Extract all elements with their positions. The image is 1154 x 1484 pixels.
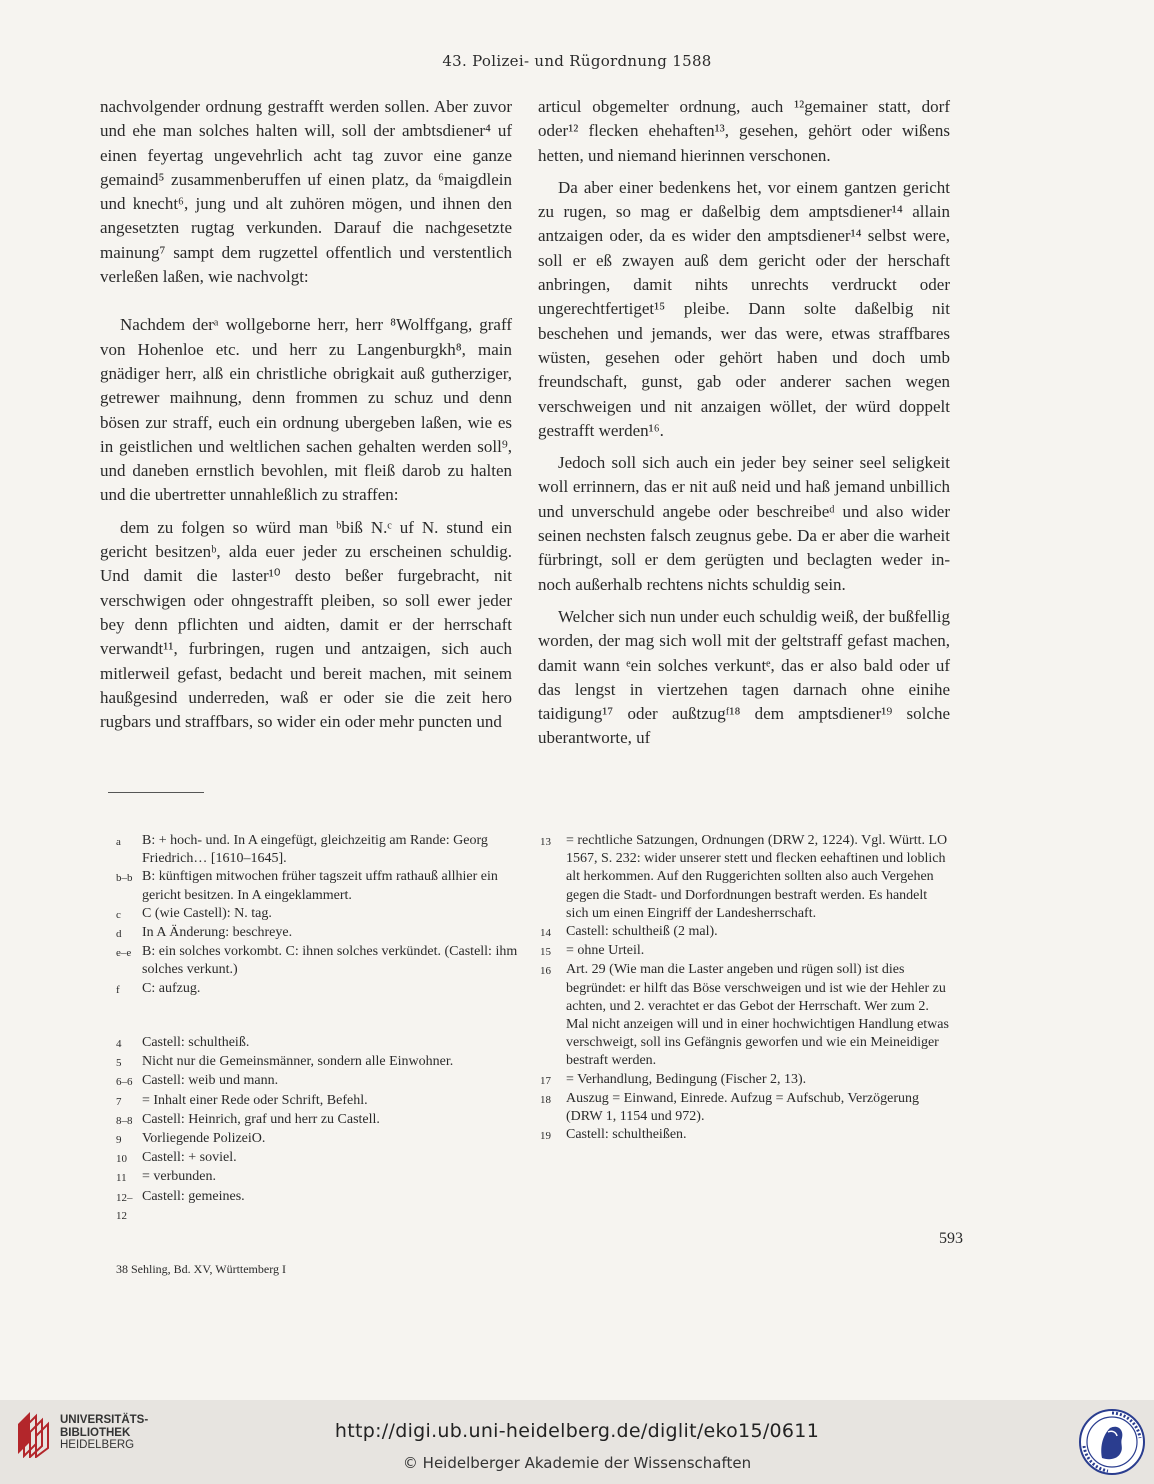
footnote-mark: c bbox=[116, 908, 121, 921]
footnote-text: Castell: + soviel. bbox=[142, 1150, 237, 1166]
footnote bbox=[116, 868, 528, 904]
footnote-mark: f bbox=[116, 983, 120, 996]
footnote-text: In A Änderung: beschreye. bbox=[142, 925, 293, 941]
footnote-mark: 10 bbox=[116, 1153, 127, 1166]
footnote-text: Castell: Heinrich, graf und herr zu Castell. bbox=[142, 1111, 380, 1127]
footnote-text: = verbunden. bbox=[142, 1169, 216, 1185]
footnote bbox=[116, 1149, 528, 1168]
running-header: 43. Polizei- und Rügordnung 1588 bbox=[442, 52, 712, 70]
paragraph: Jedoch soll sich auch ein jeder bey seiner seel seligkeit woll errinnern, das er nit auß neid und haß jemand unbillich und unverschuld angebe oder beschreibeᵈ und also wider seinen nechsten falsch zeugnus gebe. Da er aber die warheit fürbringt, soll er dem gerügten und beclagten weder in- noch außerhalb rechtens nichts schuldig sein. bbox=[538, 453, 950, 594]
footnote-mark: 16 bbox=[540, 965, 551, 978]
university-seal-icon bbox=[1078, 1408, 1146, 1476]
footnotes-numbers-right bbox=[540, 832, 952, 1145]
footnote-text: Nicht nur die Gemeinsmänner, sondern alle Einwohner. bbox=[142, 1054, 454, 1070]
footnote bbox=[116, 832, 528, 868]
footnote bbox=[116, 924, 528, 943]
footnote bbox=[116, 943, 528, 979]
footnote-mark: 17 bbox=[540, 1074, 551, 1087]
footnote bbox=[116, 1072, 528, 1091]
footnote-divider bbox=[108, 792, 204, 793]
footnotes-numbers-left bbox=[116, 1034, 528, 1225]
footnote-mark: 11 bbox=[116, 1172, 127, 1185]
left-column bbox=[100, 95, 512, 734]
footnote-mark: a bbox=[116, 836, 121, 848]
footnote-mark: 12–12 bbox=[116, 1191, 133, 1222]
footnote-text: Castell: weib und mann. bbox=[142, 1073, 279, 1089]
footnote-mark: 4 bbox=[116, 1038, 122, 1050]
footnote bbox=[116, 1034, 528, 1053]
footnote-mark: b–b bbox=[116, 872, 133, 885]
paragraph: Welcher sich nun under euch schuldig weiß, der bußfellig worden, der mag sich woll mit der geltstraff gefast machen, damit wann ᵉein solches verkuntᵉ, das er also bald oder uf das lengst in viertzehen tagen darnach ohne einihe taidigung¹⁷ oder außtzugᶠ¹⁸ dem amptsdiener¹⁹ solche uberantworte, uf bbox=[538, 606, 950, 748]
footnote bbox=[540, 1126, 952, 1145]
footnote-text: Castell: schultheiß. bbox=[142, 1035, 250, 1050]
footnote-text: C: aufzug. bbox=[142, 980, 201, 996]
footnote bbox=[540, 832, 952, 923]
paragraph: nachvolgender ordnung gestrafft werden sollen. Aber zuvor und ehe man solches halten will, soll der ambtsdiener⁴ uf einen feyertag ungevehrlich acht tag zuvor eine ganze gemaind⁵ zusammenberuffen uf einen platz, da ⁶maigdlein und knecht⁶, jung und alt zuhören mögen, und ihnen den angesetzten rugtag verkunden. Darauf die nachgesetzte mainung⁷ sampt dem rugzettel offentlich und verstentlich verleßen laßen, wie nachvolgt: bbox=[100, 97, 512, 287]
paragraph: articul obgemelter ordnung, auch ¹²gemainer statt, dorf oder¹² flecken ehehaften¹³, gesehen, gehört oder wißens hetten, und niemand hierinnen verschonen. bbox=[538, 97, 950, 165]
footnote bbox=[116, 1053, 528, 1072]
footnote-mark: 7 bbox=[116, 1095, 122, 1108]
footnote-mark: d bbox=[116, 928, 122, 941]
footnote bbox=[116, 1130, 528, 1149]
right-column bbox=[538, 95, 950, 751]
footnote-text: B: künftigen mitwochen früher tagszeit uffm rathauß allhier ein gericht besitzen. In A eingeklammert. bbox=[142, 869, 498, 903]
footnote bbox=[540, 1090, 952, 1126]
footnote-text: Auszug = Einwand, Einrede. Aufzug = Aufschub, Verzögerung (DRW 1, 1154 und 972). bbox=[566, 1090, 920, 1125]
footnote bbox=[540, 942, 952, 961]
footnote-text: C (wie Castell): N. tag. bbox=[142, 905, 272, 921]
footnote bbox=[116, 1168, 528, 1187]
footnote-mark: 13 bbox=[540, 836, 551, 848]
footnote-mark: 19 bbox=[540, 1130, 551, 1143]
footnote bbox=[116, 1188, 528, 1225]
logo-line: BIBLIOTHEK bbox=[60, 1426, 131, 1439]
footnote-mark: 18 bbox=[540, 1093, 551, 1106]
footnote-text: = Inhalt einer Rede oder Schrift, Befehl. bbox=[142, 1092, 368, 1108]
footnote-mark: 5 bbox=[116, 1057, 122, 1070]
footnote bbox=[116, 980, 528, 999]
footnote-text: B: ein solches vorkombt. C: ihnen solches verkündet. (Castell: ihm solches verkunt.) bbox=[142, 944, 518, 978]
footnote-mark: 6–6 bbox=[116, 1076, 133, 1089]
footnote bbox=[116, 1111, 528, 1130]
viewer-footer bbox=[0, 1400, 1154, 1484]
footnote-text: Castell: schultheiß (2 mal). bbox=[566, 924, 718, 940]
footnote-mark: e–e bbox=[116, 947, 132, 960]
footnote bbox=[540, 923, 952, 942]
footnote-mark: 8–8 bbox=[116, 1114, 133, 1127]
footnote-text: Castell: gemeines. bbox=[142, 1188, 245, 1204]
logo-line: UNIVERSITÄTS- bbox=[60, 1414, 149, 1426]
paragraph: Nachdem derᵃ wollgeborne herr, herr ⁸Wolffgang, graff von Hohenloe etc. und herr zu Langenburgkh⁸, main gnädiger herr, alß ein christliche obrigkait auß gutherziger, getrewer maihnung, denn frommen zu schuz und denn bösen zur straff, euch ein ordnung ubergeben laßen, wie es in geistlichen und weltlichen sachen gehalten werden soll⁹, und daneben ernstlich bevohlen, mit fleiß darob zu halten und die ubertretter unnahleßlich zu straffen: bbox=[100, 315, 512, 505]
footnote bbox=[540, 1071, 952, 1090]
footnote-text: Castell: schultheißen. bbox=[566, 1127, 687, 1143]
page-number: 593 bbox=[939, 1230, 963, 1247]
footnote-mark: 14 bbox=[540, 927, 551, 940]
footnote-text: = rechtliche Satzungen, Ordnungen (DRW 2, 1224). Vgl. Württ. LO 1567, S. 232: wider unserer stett und flecken eehaftinen und loblich alt herkommen. Auf den Ruggerichten sollten also auch Vergehen gegen die Stadt- und Dorfordnungen bestraft werden. Es handelt sich um einen Eingriff der Landesherrschaft. bbox=[566, 833, 948, 921]
footnote bbox=[116, 1092, 528, 1111]
footnote-mark: 9 bbox=[116, 1134, 122, 1147]
footnote bbox=[116, 905, 528, 924]
permalink-url[interactable]: http://digi.ub.uni-heidelberg.de/diglit/eko15/0611 bbox=[334, 1420, 820, 1442]
logo-line: HEIDELBERG bbox=[60, 1439, 135, 1452]
copyright-notice: © Heidelberger Akademie der Wissenschaften bbox=[402, 1454, 752, 1472]
printer-signature: 38 Sehling, Bd. XV, Württemberg I bbox=[116, 1262, 286, 1276]
footnote bbox=[540, 961, 952, 1070]
footnote-text: = ohne Urteil. bbox=[566, 943, 645, 959]
footnote-mark: 15 bbox=[540, 946, 551, 959]
footnote-text: = Verhandlung, Bedingung (Fischer 2, 13). bbox=[566, 1071, 807, 1087]
footnote-text: Vorliegende PolizeiO. bbox=[142, 1131, 266, 1147]
footnote-text: Art. 29 (Wie man die Laster angeben und rügen soll) ist dies begründet: er hilft das Böse verschweigen und ist wie der Hehler zu achten, und 2. verachtet er das Gebot der Herrschaft. Wer zum 2. Mal nicht anzeigen will und in einer hochwichtigen Handlung etwas verschweigt, soll ins Gefängnis geworfen und wie ein Meineidiger bestraft werden. bbox=[566, 962, 949, 1069]
footnotes-letters bbox=[116, 832, 528, 999]
paragraph: Da aber einer bedenkens het, vor einem gantzen gericht zu rugen, so mag er daßelbig dem amptsdiener¹⁴ allain antzaigen oder, da es wider den amptsdiener¹⁴ selbst were, soll er eß zwayen auß dem gericht oder der herschaft anbringen, damit nihts unrechts verdruckt oder ungerechtfertiget¹⁵ pleibe. Dann solte daßelbig nit beschehen und jemands, wer das were, etwas straffbares wüsten, gesehen oder gehört haben und doch umb freundschaft, gunst, gab oder anderer sachen wegen verschweigen und nit anzaigen wöllet, der würd doppelt gestrafft werden¹⁶. bbox=[538, 177, 950, 440]
footnote-text: B: + hoch- und. In A eingefügt, gleichzeitig am Rande: Georg Friedrich… [1610–1645]. bbox=[142, 833, 488, 867]
paragraph: dem zu folgen so würd man ᵇbiß N.ᶜ uf N. stund ein gericht besitzenᵇ, alda euer jeder zu erscheinen schuldig. Und damit die laster¹⁰ desto beßer furgebracht, nit verschwigen oder ohngestrafft pleiben, so soll ewer jeder bey denn pflichten und aidten, damit er der herrschaft verwandt¹¹, furbringen, rugen und antzaigen, sich auch mitlerweil gefast, bedacht und bereit machen, mit seinem haußgesind underreden, waß er oder sie die zeit hero rugbars und straffbars, so wider ein oder mehr puncten und bbox=[100, 517, 512, 732]
